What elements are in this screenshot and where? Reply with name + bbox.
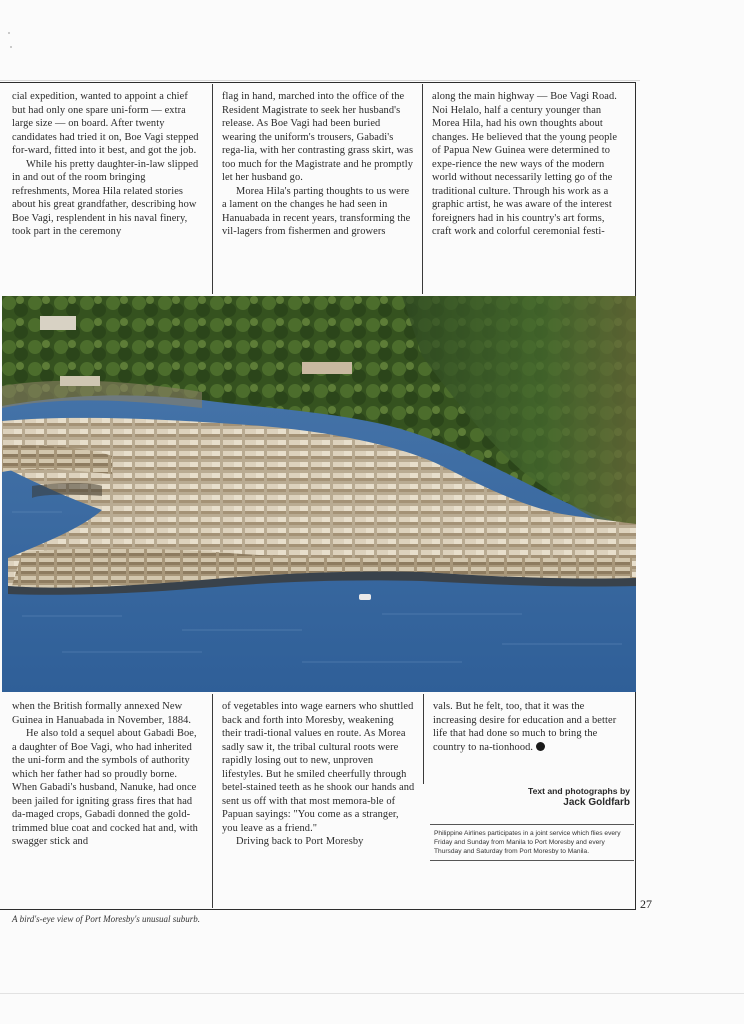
paragraph: He also told a sequel about Gabadi Boe, a daughter of Boe Vagi, who had inherited the uni-form and the symbols of authority which her father had so proudly borne. When Gabadi's husband, Nanuke, had once been jailed for igniting grass fires that had da-maged crops, Gabadi donned the gold-trimmed blue coat and cocked hat and, with swagger stick and	[12, 728, 198, 847]
author-credit	[508, 786, 630, 808]
paragraph	[433, 700, 626, 754]
closing-text: vals. But he felt, too, that it was the increasing desire for education and a better life that had done so much to bring the country to na-tionhood.	[433, 701, 617, 753]
bottom-column-1	[0, 694, 212, 908]
paragraph: cial expedition, wanted to appoint a chief but had only one spare uni-form — extra large size — on board. After twenty candidates had tried it on, Boe Vagi stepped for-ward, fitted into it best, and got the job.	[12, 91, 199, 156]
photo-caption: A bird's-eye view of Port Moresby's unusual suburb.	[12, 914, 200, 924]
paragraph: Morea Hila's parting thoughts to us were a lament on the changes he had seen in Hanuabada in recent years, transforming the vil-lagers from fishermen and growers	[222, 185, 411, 237]
bottom-rule	[0, 993, 744, 994]
paragraph: along the main highway — Boe Vagi Road. Noi Helalo, half a century younger than Morea Hila, had his own thoughts about changes. He believed that the young people of Papua New Guinea were determined to expe-rience the new ways of the modern world without necessarily letting go of the traditional culture. Through his work as a graphic artist, he was aware of the interest foreigners had in his country's art forms, craft work and colorful ceremonial festi-	[432, 91, 618, 237]
aerial-village-photo	[2, 296, 636, 692]
paragraph: when the British formally annexed New Guinea in Hanuabada in November, 1884.	[12, 701, 192, 726]
village-illustration	[2, 296, 636, 692]
scan-speck	[8, 32, 10, 34]
top-column-1	[0, 84, 212, 294]
scan-speck	[10, 46, 12, 48]
bottom-column-3	[423, 694, 634, 784]
credit-author-name: Jack Goldfarb	[563, 797, 630, 808]
top-column-2	[212, 84, 422, 294]
paragraph: of vegetables into wage earners who shuttled back and forth into Moresby, weakening their tradi-tional values en route. As Morea sadly saw it, the tribal cultural roots were rapidly losing out to new, unproven lifestyles. But he smiled cheerfully through betel-stained teeth as he shook our hands and sent us off with that most memora-ble of Papuan sayings: "You come as a stranger, you leave as a friend."	[222, 701, 415, 834]
page-number: 27	[640, 897, 652, 911]
paragraph: flag in hand, marched into the office of the Resident Magistrate to seek her husband's release. As Boe Vagi had been buried wearing the uniform's trousers, Gabadi's rega-lia, with her contrasting grass skirt, was too much for the Magistrate and he promptly let her husband go.	[222, 91, 414, 183]
credit-label: Text and photographs by	[527, 786, 630, 796]
end-mark-icon	[536, 742, 545, 751]
paragraph: Driving back to Port Moresby	[236, 836, 364, 847]
airline-note: Philippine Airlines participates in a joint service which flies every Friday and Sunday from Manila to Port Moresby and every Thursday and Saturday from Port Moresby to Manila.	[430, 824, 634, 861]
paragraph: While his pretty daughter-in-law slipped in and out of the room bringing refreshments, Morea Hila related stories about his great grandfather, describing how Boe Vagi, resplendent in his naval finery, took part in the ceremony	[12, 158, 199, 237]
top-rule	[0, 80, 640, 81]
bottom-column-2	[212, 694, 423, 908]
boat	[359, 594, 371, 600]
top-column-3	[422, 84, 634, 294]
